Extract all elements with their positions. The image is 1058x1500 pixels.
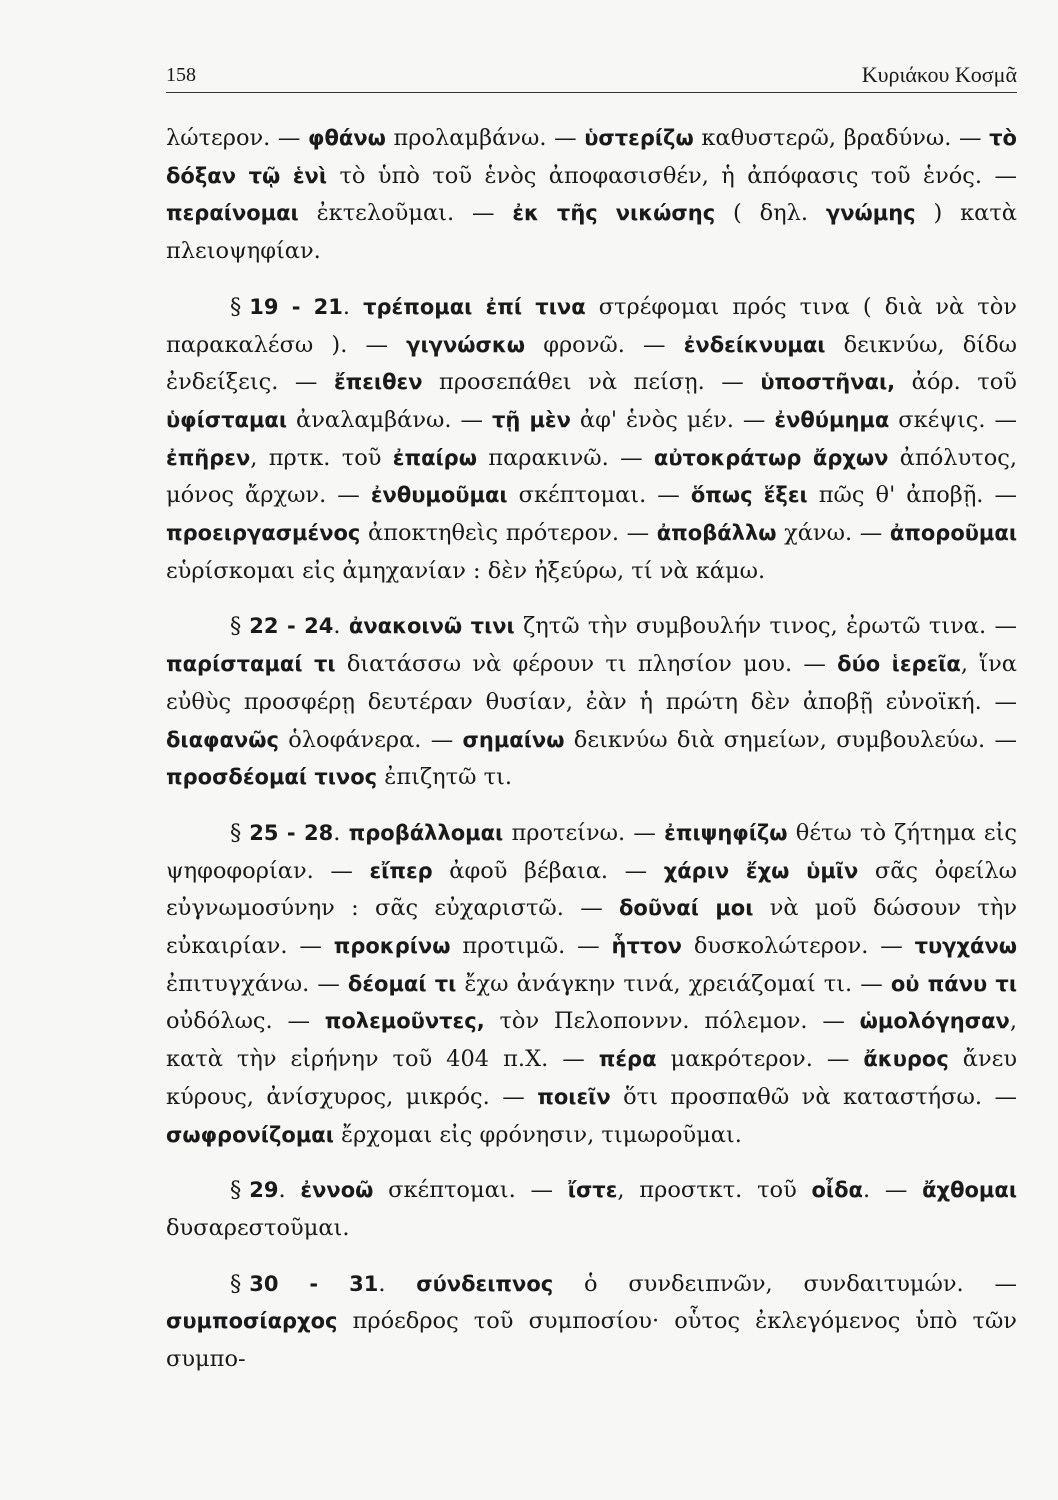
gloss-text: παρακινῶ. — [476,444,654,471]
headword: τὸ δόξαν τῷ ἑνὶ [166,126,1017,188]
gloss-text: , ἵνα εὐθὺς προσφέρῃ δευτέραν θυσίαν, ἐὰν ἡ πρώτη δὲν ἀποβῇ εὐνοϊκή. — [166,651,1017,715]
headword: προκρίνω [333,934,451,959]
headword: σύνδειπνος [416,1271,554,1296]
gloss-text: τὸν Πελοποννν. πόλεμον. — [484,1008,860,1035]
headword: διαφανῶς [166,727,279,752]
headword: ἐννοῶ [300,1178,374,1203]
gloss-text: ἀφ' ἑνὸς μέν. — [570,406,775,433]
headword: πολεμοῦντες, [324,1009,485,1034]
headword: παρίσταμαί τι [166,652,336,677]
gloss-text: τὸ ὑπὸ τοῦ ἑνὸς ἀποφασισθέν, ἡ ἀπόφασις τοῦ ἑνός. — [327,162,1018,189]
gloss-text: . [278,1177,301,1204]
paragraph [166,1266,1017,1379]
headword: προειργασμένος [166,521,361,546]
headword: οὐ πάνυ τι [890,971,1017,996]
gloss-text: ὅτι προσπαθῶ νὰ καταστήσω. — [610,1083,1017,1110]
paragraph [166,120,1017,271]
gloss-text: προλαμβάνω. — [385,125,585,151]
gloss-text: ἐκτελοῦμαι. — [298,200,513,227]
section-sign-icon: § [230,293,242,320]
headword: γνώμης [825,201,916,226]
gloss-text: ἔρχομαι εἰς φρόνησιν, τιμωροῦμαι. [333,1121,742,1148]
headword: προσδέομαί τινος [166,765,378,790]
headword: δύο ἱερεῖα [837,652,961,677]
headword: ὑποστῆναι, [760,370,896,395]
gloss-text: , προστκτ. τοῦ [617,1177,812,1204]
gloss-text: στρέφομαι πρός τινα ( διὰ νὰ τὸν παρακαλέσω ). — [166,293,1017,358]
gloss-text: ἀποκτηθεὶς πρότερον. — [360,520,657,547]
headword: φθάνω [308,126,386,150]
gloss-text: πῶς θ' ἀποβῇ. — [807,482,1017,509]
headword: ὑστερίζω [584,126,694,150]
headword: ποιεῖν [537,1084,611,1109]
page-header [166,58,1017,93]
headword: ἴστε [567,1178,618,1203]
section-sign-icon: § [230,819,242,846]
headword: ἐκ τῆς νικώσης [512,201,716,226]
gloss-text: ἄνευ κύρους, ἀνίσχυρος, μικρός. — [166,1046,1017,1110]
section-sign-icon: § [230,1177,242,1204]
gloss-text: διατάσσω νὰ φέρουν τι πλησίον μου. — [335,651,838,678]
gloss-text: οὐδόλως. — [166,1008,325,1035]
gloss-text: ἀφοῦ βέβαια. — [432,857,664,884]
gloss-text: ἐπιτυγχάνω. — [166,970,348,997]
headword: ἐπαίρω [392,445,477,470]
headword: ἄχθομαι [922,1178,1017,1203]
gloss-text: ὁλοφάνερα. — [278,726,463,753]
headword: χάριν ἔχω ὑμῖν [663,858,859,883]
gloss-text: λώτερον. — [166,125,309,151]
gloss-text: φρονῶ. — [525,331,684,358]
paragraph [166,289,1017,591]
headword: ἐπιψηφίζω [664,820,788,845]
gloss-text: ( δηλ. [715,200,826,227]
gloss-text: θέτω τὸ ζήτημα εἰς ψηφοφορίαν. — [166,819,1017,884]
gloss-text: ) κατὰ πλειοψηφίαν. [166,200,1017,265]
headword: ὅπως ἕξει [690,483,808,508]
gloss-text: χάνω. — [776,520,890,547]
headword: ἐνθυμοῦμαι [370,483,508,508]
headword: τῇ μὲν [491,407,571,432]
gloss-text: ἀπόλυτος, μόνος ἄρχων. — [166,444,1017,509]
headword: τρέπομαι ἐπί τινα [363,294,586,319]
headword: σημαίνω [462,727,565,752]
paragraph [166,1172,1017,1247]
headword: ἄκυρος [863,1047,949,1072]
section-reference: 29 [249,1178,279,1203]
headword: δοῦναί μοι [618,896,754,921]
headword: ἐνδείκνυμαι [683,332,826,357]
gloss-text: σκέψις. — [889,406,1018,433]
gloss-text: ὁ συνδειπνῶν, συνδαιτυμών. — [553,1270,1017,1297]
paragraph [166,608,1017,797]
headword: οἶδα [811,1178,863,1203]
section-reference: 30 - 31 [249,1271,379,1296]
gloss-text: δυσαρεστοῦμαι. [166,1214,350,1241]
headword: προβάλλομαι [348,820,504,845]
gloss-text: , πρτκ. τοῦ [250,444,393,471]
page-number: 158 [166,64,196,86]
headword: δέομαί τι [347,971,457,996]
running-title: Κυριάκου Κοσμᾶ [861,62,1017,87]
gloss-text: ἔχω ἀνάγκην τινά, χρειάζομαί τι. — [456,970,891,997]
headword: πέρα [598,1047,657,1072]
gloss-text: προσεπάθει νὰ πείσῃ. — [422,369,761,396]
headword: συμποσίαρχος [166,1309,338,1334]
headword: αὐτοκράτωρ ἄρχων [653,445,889,470]
gloss-text: δεικνύω διὰ σημείων, συμβουλεύω. — [564,726,1017,753]
gloss-text: καθυστερῶ, βραδύνω. — [693,125,990,151]
gloss-text: νὰ μοῦ δώσουν τὴν εὐκαιρίαν. — [166,895,1017,960]
gloss-text: σᾶς ὀφείλω εὐγνωμοσύνην : σᾶς εὐχαριστῶ. — [166,857,1017,922]
headword: ἀνακοινῶ τινι [348,614,515,639]
commentary-body [166,120,1017,1379]
headword: εἴπερ [369,858,433,883]
section-reference: 25 - 28 [249,820,334,845]
gloss-text: δεικνύω, δίδω ἐνδείξεις. — [166,331,1017,396]
gloss-text: σκέπτομαι. — [373,1177,568,1204]
gloss-text: σκέπτομαι. — [507,482,691,509]
gloss-text: , κατὰ τὴν εἰρήνην τοῦ 404 π.Χ. — [166,1008,1017,1073]
section-sign-icon: § [230,1270,242,1297]
section-reference: 19 - 21 [249,294,343,319]
headword: ἀποροῦμαι [889,521,1017,546]
gloss-text: προτιμῶ. — [450,933,612,960]
headword: περαίνομαι [166,201,299,226]
headword: τυγχάνω [914,934,1017,959]
section-reference: 22 - 24 [249,614,334,639]
headword: σωφρονίζομαι [166,1122,334,1147]
headword: ἐνθύμημα [774,407,890,432]
gloss-text: . [333,613,349,640]
headword: ἐπῆρεν [166,445,251,470]
gloss-text: . — [862,1177,923,1204]
gloss-text: ζητῶ τὴν συμβουλήν τινος, ἐρωτῶ τινα. — [514,613,1017,640]
section-sign-icon: § [230,613,242,640]
headword: γιγνώσκω [406,332,526,357]
gloss-text: ἀναλαμβάνω. — [287,406,492,433]
headword: ὡμολόγησαν [859,1009,1010,1034]
gloss-text: μακρότερον. — [656,1046,864,1073]
gloss-text: πρόεδρος τοῦ συμποσίου· οὗτος ἐκλεγόμενος ὑπὸ τῶν συμπο- [166,1308,1017,1373]
gloss-text: . [333,819,349,846]
gloss-text: εὑρίσκομαι εἰς ἀμηχανίαν : δὲν ἠξεύρω, τί νὰ κάμω. [166,557,766,584]
paragraph [166,815,1017,1154]
gloss-text: . [378,1270,417,1297]
gloss-text: δυσκολώτερον. — [682,933,915,960]
gloss-text: ἐπιζητῶ τι. [377,764,512,791]
headword: ὑφίσταμαι [166,407,288,432]
gloss-text: προτείνω. — [503,819,665,846]
headword: ἧττον [611,934,682,959]
gloss-text: ἀόρ. τοῦ [895,369,1017,396]
headword: ἀποβάλλω [656,521,777,546]
headword: ἔπειθεν [333,370,423,395]
gloss-text: . [342,293,364,320]
